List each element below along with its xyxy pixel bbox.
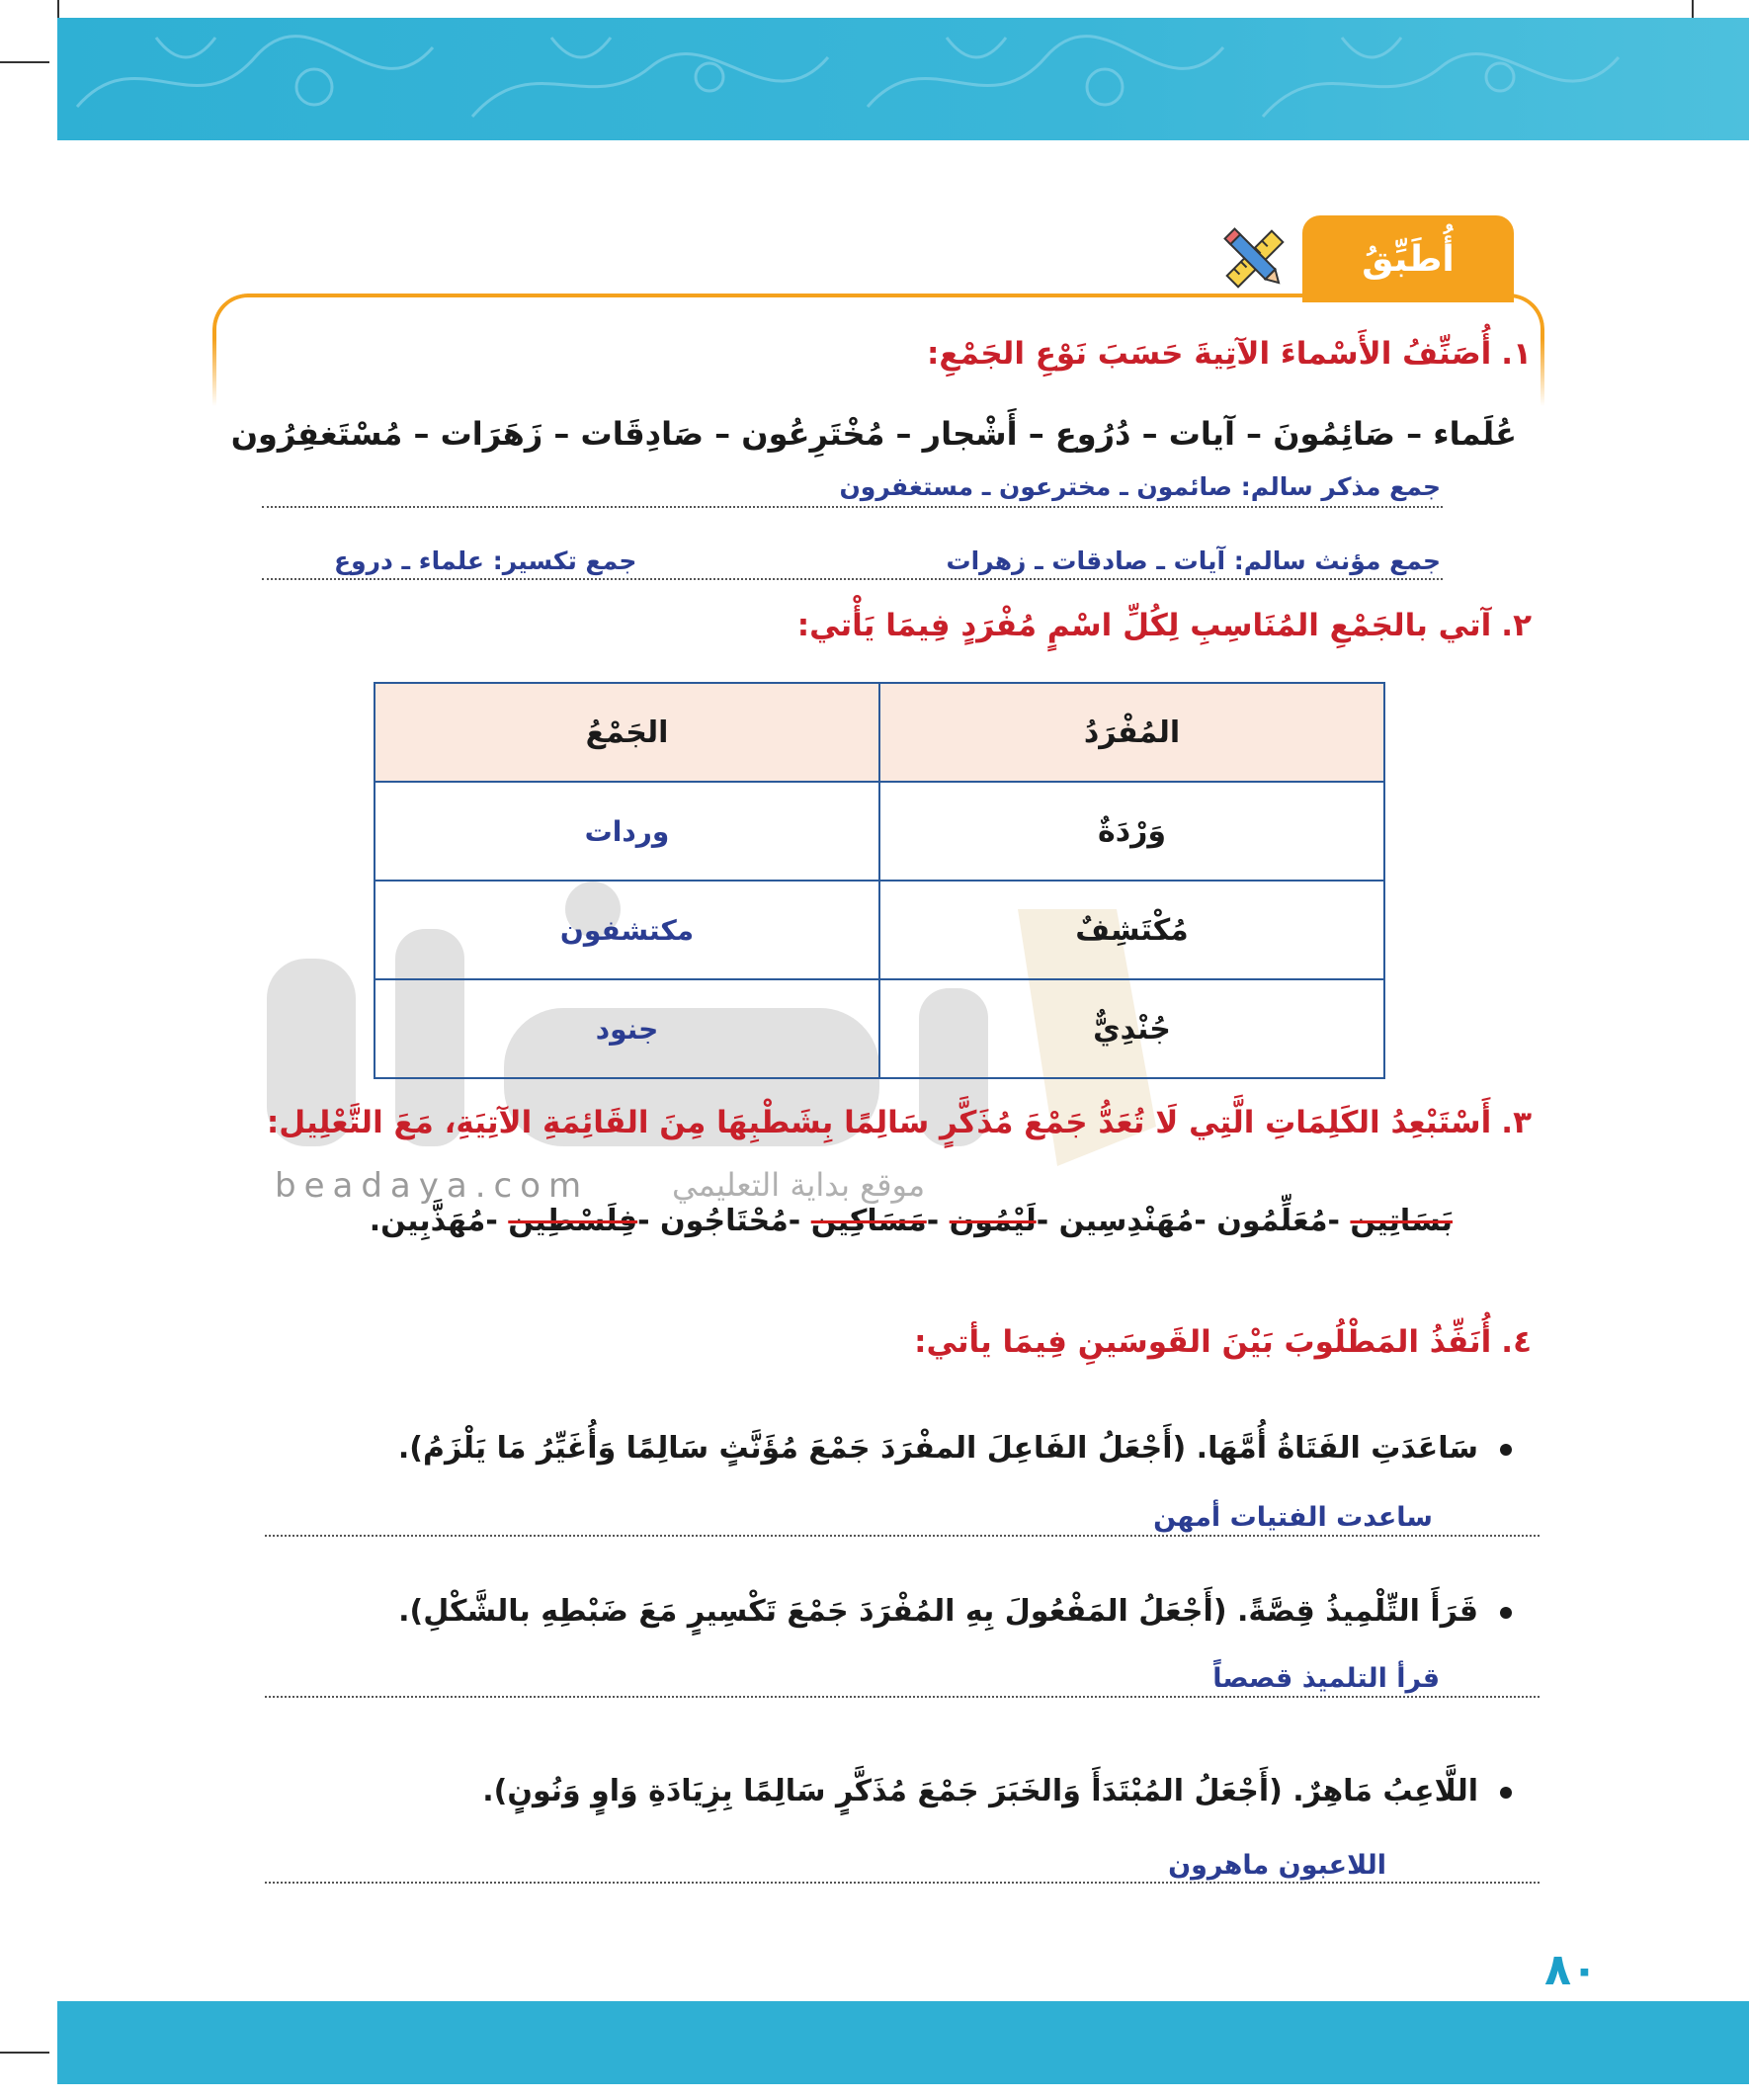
singular-cell: جُنْدِيٌّ <box>879 979 1384 1078</box>
footer-band <box>57 2001 1749 2084</box>
calligraphy-pattern <box>57 18 1749 140</box>
q1-answer-masculine: جمع مذكر سالم: صائمون ـ مخترعون ـ مستغفرون <box>839 472 1441 501</box>
section-tab <box>1302 215 1514 302</box>
header-singular: المُفْرَدُ <box>879 683 1384 782</box>
word: مُعَلِّمُون <box>1216 1204 1328 1238</box>
word-struck: مَسَاكِين <box>810 1204 927 1238</box>
answer-line <box>265 1696 1540 1698</box>
crop-mark <box>0 61 49 63</box>
ruler-pencil-icon <box>1215 219 1294 298</box>
q1-title: ١.أُصَنِّفُ الأَسْماءَ الآتِيةَ حَسَبَ نَوْعِ الجَمْعِ: <box>926 336 1532 372</box>
word-struck: بَسَاتِين <box>1350 1204 1453 1238</box>
watermark-site: beadaya.com <box>275 1166 590 1206</box>
q1-word-list: عُلَماء – صَائِمُونَ – آيات – دُرُوع – أَشْجار – مُخْتَرِعُون – صَادِقَات – زَهَرَات – مُسْتَغفِرُون <box>230 415 1517 453</box>
plural-cell: مكتشفون <box>375 881 879 979</box>
q4-answer: قرأ التلميذ قصصاً <box>1212 1663 1440 1694</box>
answer-line <box>262 506 1443 508</box>
crop-mark <box>57 0 59 18</box>
singular-cell: وَرْدَةٌ <box>879 782 1384 881</box>
plural-cell: جنود <box>375 979 879 1078</box>
word: مُهَنْدِسِين <box>1058 1204 1195 1238</box>
bullet <box>1500 1607 1512 1619</box>
plural-table <box>374 682 1385 1079</box>
q4-item: اللَّاعِبُ مَاهِرٌ. (أَجْعَلُ المُبْتَدَأَ وَالخَبَرَ جَمْعَ مُذَكَّرٍ سَالِمًا بِزِيَادَةِ وَاوٍ وَنُونٍ). <box>482 1774 1512 1808</box>
q1-answer-broken: جمع تكسير: علماء ـ دروع <box>334 546 637 575</box>
section-title: أُطَبِّقُ <box>1362 238 1455 280</box>
header-plural: الجَمْعُ <box>375 683 879 782</box>
q4-item: قَرَأَ التِّلْمِيذُ قِصَّةً. (أَجْعَلُ المَفْعُولَ بِهِ المُفْرَدَ جَمْعَ تَكْسِيرٍ مَعَ ضَبْطِهِ بالشَّكْلِ). <box>398 1594 1512 1629</box>
word: مُحْتَاجُون <box>660 1204 789 1238</box>
q4-answer: اللاعبون ماهرون <box>1168 1850 1386 1881</box>
table-row <box>375 881 1384 979</box>
table-header-row <box>375 683 1384 782</box>
q4-title: ٤.أُنَفِّذُ المَطْلُوبَ بَيْنَ القَوسَينِ فِيمَا يأتي: <box>914 1324 1532 1360</box>
answer-line <box>262 578 1443 580</box>
crop-mark <box>1692 0 1694 18</box>
q1-answer-feminine: جمع مؤنث سالم: آيات ـ صادقات ـ زهرات <box>946 546 1441 575</box>
q3-title: ٣.أَسْتَبْعِدُ الكَلِمَاتِ الَّتِي لَا تُعَدُّ جَمْعَ مُذَكَّرٍ سَالِمًا بِشَطْبِهَا مِنَ القَائِمَةِ الآتِيَةِ، مَعَ التَّعْلِيل: <box>266 1105 1532 1140</box>
singular-cell: مُكْتَشِفٌ <box>879 881 1384 979</box>
word-struck: فِلَسْطِين <box>508 1204 638 1238</box>
q3-word-list: بَسَاتِين -مُعَلِّمُون -مُهَنْدِسِين -لَيْمُون -مَسَاكِين -مُحْتَاجُون -فِلَسْطِين -مُهَذَّبِين. <box>369 1204 1453 1238</box>
q2-title: ٢.آتي بالجَمْعِ المُنَاسِبِ لِكُلِّ اسْمٍ مُفْرَدٍ فِيمَا يَأْتي: <box>796 608 1532 643</box>
page-number: ٨٠ <box>1544 1945 1598 1995</box>
crop-mark <box>0 2052 49 2054</box>
watermark-tagline: موقع بداية التعليمي <box>672 1166 926 1204</box>
word-struck: لَيْمُون <box>949 1204 1037 1238</box>
bullet <box>1500 1444 1512 1456</box>
q4-item: سَاعَدَتِ الفَتَاةُ أُمَّهَا. (أَجْعَلُ الفَاعِلَ المفْرَدَ جَمْعَ مُؤَنَّثٍ سَالِمًا وَأُغَيِّرُ مَا يَلْزَمُ). <box>398 1431 1512 1466</box>
table-row <box>375 782 1384 881</box>
header-band <box>57 18 1749 140</box>
q4-answer: ساعدت الفتيات أمهن <box>1153 1502 1433 1533</box>
word: مُهَذَّبِين. <box>369 1204 486 1238</box>
plural-cell: وردات <box>375 782 879 881</box>
table-row <box>375 979 1384 1078</box>
answer-line <box>265 1882 1540 1884</box>
answer-line <box>265 1535 1540 1537</box>
bullet <box>1500 1787 1512 1799</box>
